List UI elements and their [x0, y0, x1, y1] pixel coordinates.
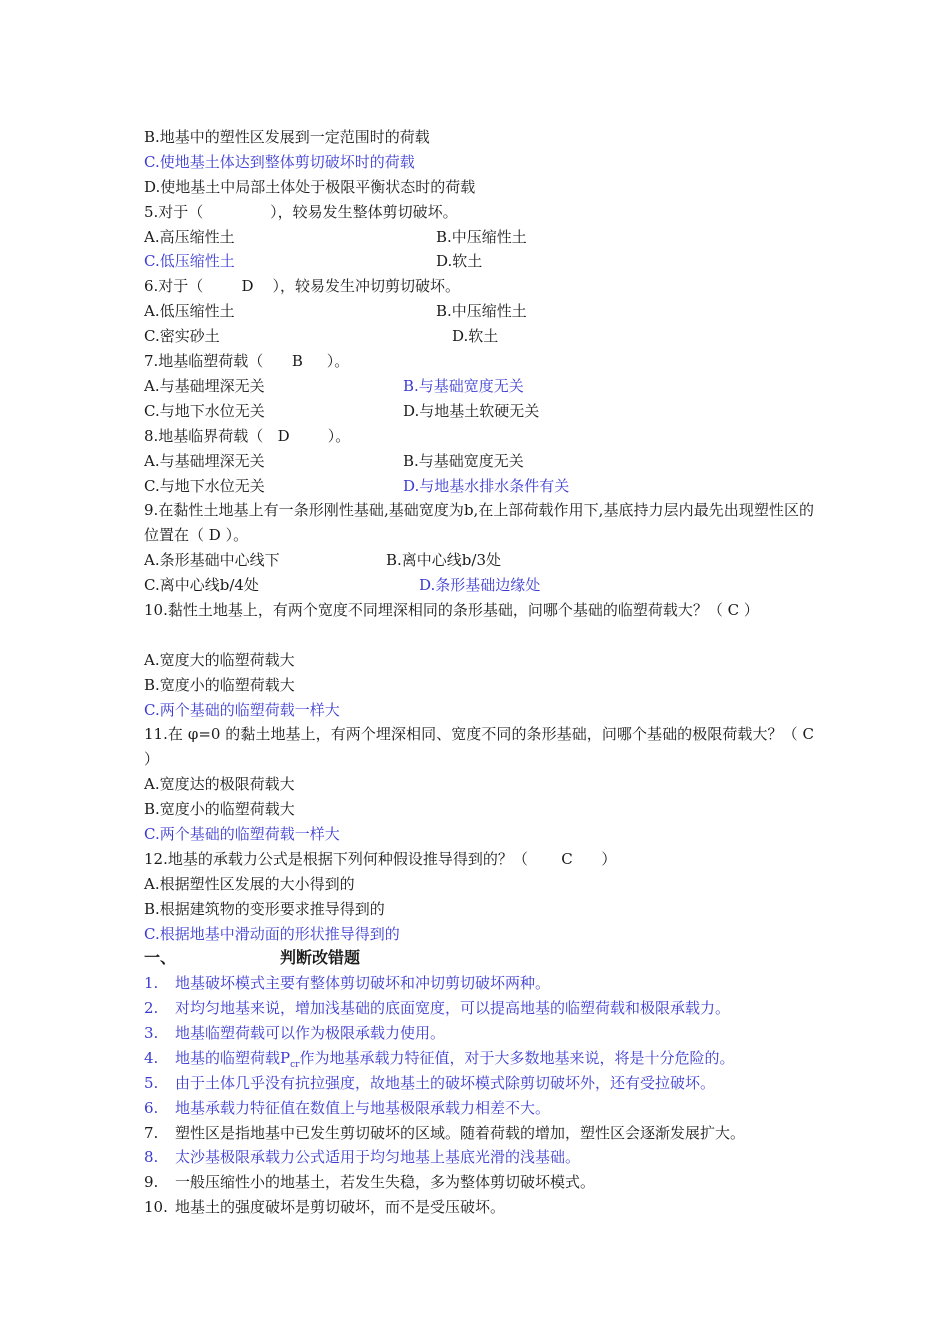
q5-option-d: D.软土	[436, 252, 483, 270]
judgment-number: 4.	[144, 1049, 159, 1067]
judgment-item	[144, 1048, 734, 1075]
judgment-item	[144, 1147, 580, 1167]
q8-option-a: A.与基础埋深无关	[144, 452, 265, 470]
judgment-text: 一般压缩性小的地基土，若发生失稳，多为整体剪切破坏模式。	[175, 1173, 596, 1191]
judgment-text-pre: 地基的临塑荷载P	[175, 1049, 291, 1067]
q8-stem: 8.地基临界荷载（ D ）。	[144, 427, 351, 445]
q7-option-a: A.与基础埋深无关	[144, 377, 265, 395]
judgment-item	[144, 1197, 505, 1217]
q11-stem: 11.在 φ=0 的黏土地基上，有两个埋深相同、宽度不同的条形基础，问哪个基础的极限荷载大？（ C ）	[144, 725, 814, 768]
q5-stem: 5.对于（ ），较易发生整体剪切破坏。	[144, 203, 458, 221]
judgment-text: 塑性区是指地基中已发生剪切破坏的区域。随着荷载的增加，塑性区会逐渐发展扩大。	[175, 1124, 746, 1142]
judgment-item	[144, 998, 730, 1018]
judgment-text: 对均匀地基来说，增加浅基础的底面宽度，可以提高地基的临塑荷载和极限承载力。	[175, 999, 731, 1017]
judgment-number: 2.	[144, 999, 159, 1017]
q12-option-c: C.根据地基中滑动面的形状推导得到的	[144, 925, 400, 943]
judgment-number: 1.	[144, 974, 159, 992]
q7-stem: 7.地基临塑荷载（ B ）。	[144, 352, 350, 370]
judgment-subscript: cr	[290, 1060, 300, 1070]
q7-option-b: B.与基础宽度无关	[403, 377, 524, 395]
q6-option-a: A.低压缩性土	[144, 302, 235, 320]
q9-option-b: B.离中心线b/3处	[386, 551, 501, 569]
q11-option-b: B.宽度小的临塑荷载大	[144, 800, 295, 818]
q6-option-c: C.密实砂土	[144, 327, 220, 345]
q10-option-b: B.宽度小的临塑荷载大	[144, 676, 295, 694]
q12-option-a: A.根据塑性区发展的大小得到的	[144, 875, 355, 893]
q4-option-d: D.使地基土中局部土体处于极限平衡状态时的荷载	[144, 178, 476, 196]
judgment-text: 由于土体几乎没有抗拉强度，故地基土的破坏模式除剪切破坏外，还有受拉破坏。	[175, 1074, 716, 1092]
q8-option-b: B.与基础宽度无关	[403, 452, 524, 470]
q8-option-d: D.与地基水排水条件有关	[403, 477, 570, 495]
judgment-item	[144, 1073, 715, 1093]
q5-option-a: A.高压缩性土	[144, 228, 235, 246]
q6-option-b: B.中压缩性土	[436, 302, 527, 320]
judgment-number: 9.	[144, 1173, 159, 1191]
q10-option-c: C.两个基础的临塑荷载一样大	[144, 701, 340, 719]
judgment-number: 10.	[144, 1198, 168, 1216]
judgment-text: 地基承载力特征值在数值上与地基极限承载力相差不大。	[175, 1099, 551, 1117]
q4-option-b: B.地基中的塑性区发展到一定范围时的荷载	[144, 128, 430, 146]
q9-stem: 9.在黏性土地基上有一条形刚性基础,基础宽度为b,在上部荷载作用下,基底持力层内最先出现塑性区的位置在（ D ）。	[144, 501, 814, 544]
judgment-item	[144, 973, 550, 993]
q5-option-c: C.低压缩性土	[144, 252, 235, 270]
q9-option-a: A.条形基础中心线下	[144, 551, 280, 569]
q4-option-c: C.使地基土体达到整体剪切破坏时的荷载	[144, 153, 415, 171]
judgment-item	[144, 1023, 445, 1043]
judgment-number: 3.	[144, 1024, 159, 1042]
judgment-number: 7.	[144, 1124, 159, 1142]
q12-stem: 12.地基的承载力公式是根据下列何种假设推导得到的？（ C ）	[144, 850, 617, 868]
judgment-number: 8.	[144, 1148, 159, 1166]
q7-option-d: D.与地基土软硬无关	[403, 402, 540, 420]
judgment-item	[144, 1172, 595, 1192]
q10-option-a: A.宽度大的临塑荷载大	[144, 651, 295, 669]
q9-option-d: D.条形基础边缘处	[419, 576, 541, 594]
section-number: 一、	[144, 948, 177, 967]
q11-option-c: C.两个基础的临塑荷载一样大	[144, 825, 340, 843]
judgment-number: 6.	[144, 1099, 159, 1117]
q10-stem: 10.黏性土地基上，有两个宽度不同埋深相同的条形基础，问哪个基础的临塑荷载大？（ C ）	[144, 601, 759, 619]
q6-stem: 6.对于（ D ），较易发生冲切剪切破坏。	[144, 277, 461, 295]
q9-option-c: C.离中心线b/4处	[144, 576, 259, 594]
q7-option-c: C.与地下水位无关	[144, 402, 265, 420]
judgment-item	[144, 1123, 745, 1143]
judgment-text: 地基临塑荷载可以作为极限承载力使用。	[175, 1024, 446, 1042]
q12-option-b: B.根据建筑物的变形要求推导得到的	[144, 900, 385, 918]
judgment-text: 太沙基极限承载力公式适用于均匀地基上基底光滑的浅基础。	[175, 1148, 581, 1166]
judgment-text: 地基破坏模式主要有整体剪切破坏和冲切剪切破坏两种。	[175, 974, 551, 992]
judgment-text: 地基土的强度破坏是剪切破坏，而不是受压破坏。	[175, 1198, 506, 1216]
q11-option-a: A.宽度达的极限荷载大	[144, 775, 295, 793]
q8-option-c: C.与地下水位无关	[144, 477, 265, 495]
judgment-text-post: 作为地基承载力特征值，对于大多数地基来说，将是十分危险的。	[299, 1049, 735, 1067]
q6-option-d: D.软土	[452, 327, 499, 345]
q5-option-b: B.中压缩性土	[436, 228, 527, 246]
judgment-number: 5.	[144, 1074, 159, 1092]
section-title: 判断改错题	[280, 948, 361, 967]
judgment-item	[144, 1098, 550, 1118]
